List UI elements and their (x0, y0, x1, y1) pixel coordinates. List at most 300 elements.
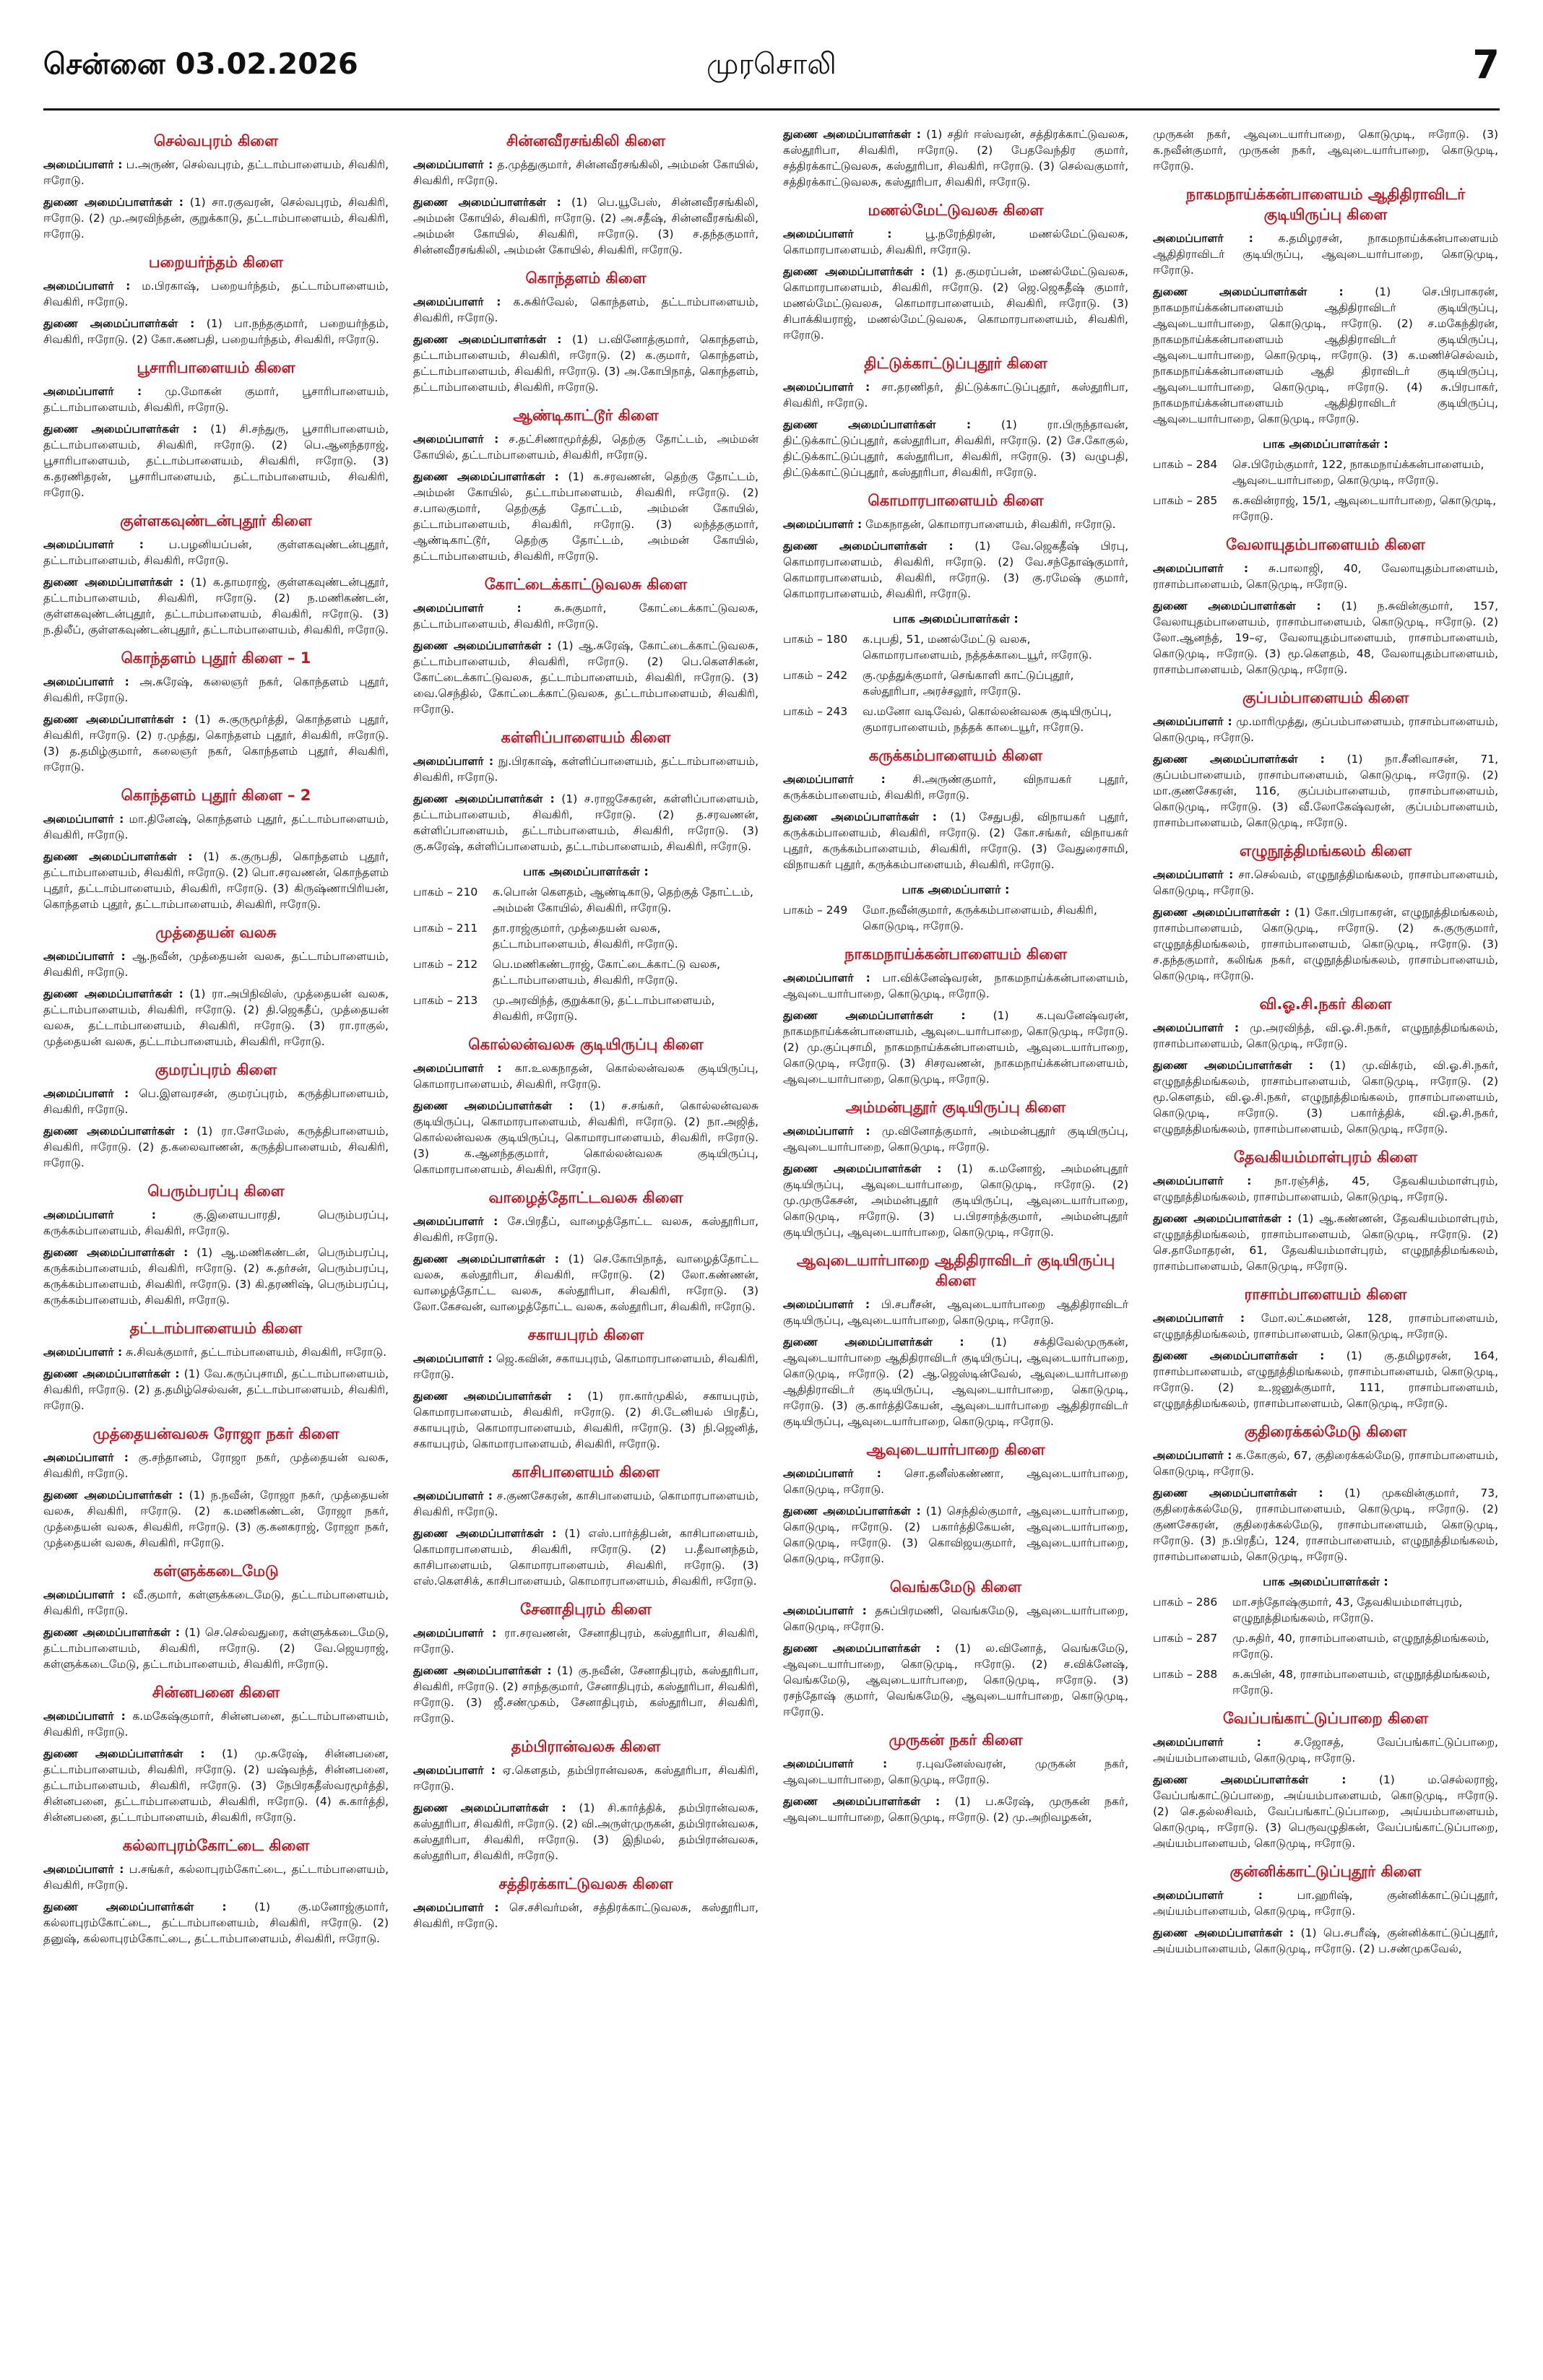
branch-entry (413, 638, 758, 717)
names-text: ச.குணசேகரன், காசிபாளையம், கொமாரபாளையம், சிவகிரி, ஈரோடு. (413, 1489, 758, 1518)
role-label: அமைப்பாளர் : (43, 538, 144, 551)
part-organiser: மு.அரவிந்த், குறுக்காடு, தட்டாம்பாளையம், சிவகிரி, ஈரோடு. (493, 994, 715, 1023)
branch-entry (413, 1488, 758, 1520)
role-label: அமைப்பாளர் : (783, 228, 892, 241)
role-label: துணை அமைப்பாளர்கள் : (413, 333, 562, 346)
branch-entry (413, 1251, 758, 1315)
part-organiser: க.புபதி, 51, மணல்மேட்டு வலசு, கொமாரபாளையம், நத்தக்காடையூர், ஈரோடு. (863, 633, 1092, 662)
branch-title: சின்னவீரசங்கிலி கிளை (506, 132, 666, 150)
names-text: (1) த.குமரப்பன், மணல்மேட்டுவலசு, கொமாரபாளையம், சிவகிரி, ஈரோடு. (2) ஜெ.ஜெகதீஷ் குமார், மணல்மேட்டுவலசு, கொமாரபாளையம், சிவகிரி, ஈரோடு. (3) சிபாக்கியராஜ், மணல்மேட்டுவலசு, கொமாரபாளையம், சிவகிரி, ஈரோடு. (783, 265, 1128, 342)
branch-entry (43, 574, 389, 638)
branch-entry (43, 1086, 389, 1117)
names-text: (1) ல.வினோத், வெங்கமேடு, ஆவுடையார்பாறை, கொடுமுடி, ஈரோடு. (2) ச.விக்னேஷ், வெங்கமேடு, ஆவுடையார்பாறை, கொடுமுடி, ஈரோடு. (3) ரசந்தோஷ் குமார், வெங்கமேடு, ஆவுடையார்பாறை, கொடுமுடி, ஈரோடு. (783, 1642, 1128, 1718)
branch-section (43, 922, 389, 1050)
part-organiser: மோ.நவீன்குமார், கருக்கம்பாளையம், சிவகிரி, கொடுமுடி, ஈரோடு. (863, 904, 1097, 932)
branch-section (43, 1424, 389, 1551)
names-text: முருகன் நகர், ஆவுடையார்பாறை, கொடுமுடி, ஈரோடு. (3) க.நவீன்குமார், முருகன் நகர், ஆவுடையார்பாறை, கொடுமுடி, ஈரோடு. (1153, 128, 1498, 173)
branch-entry (1153, 284, 1498, 427)
role-label: அமைப்பாளர் : (43, 1451, 129, 1464)
branch-entry (413, 1098, 758, 1177)
branch-section (783, 126, 1128, 190)
names-text: (1) க.புவனேஷ்வரன், நாகமநாய்க்கன்பாளையம், ஆவுடையார்பாறை, கொடுமுடி, ஈரோடு. (2) மு.குப்புசாமி, நாகமநாய்க்கன்பாளையம், ஆவுடையார்பாறை, கொடுமுடி, ஈரோடு. (3) சிசரவணன், நாகமநாய்க்கன்பாளையம், ஆவுடையார்பாறை, கொடுமுடி, ஈரோடு. (783, 1009, 1128, 1086)
branch-entry (783, 1008, 1128, 1087)
names-text: வீ.குமார், கள்ளுக்கடைமேடு, தட்டாம்பாளையம், சிவகிரி, ஈரோடு. (43, 1588, 389, 1617)
branch-entry (1153, 126, 1498, 174)
branch-entry (1153, 230, 1498, 278)
branch-entry (43, 811, 389, 843)
branch-title: எழுநூத்திமங்கலம் கிளை (1239, 842, 1412, 860)
branch-entry (43, 421, 389, 501)
role-label: அமைப்பாளர் : (43, 158, 123, 171)
part-organiser: கு.முத்துக்குமார், செங்காளி காட்டுப்புதூர், கஸ்தூரிபா, அரச்சலூர், ஈரோடு. (863, 669, 1074, 698)
branch-title: நாகமநாய்க்கன்பாளையம் கிளை (844, 945, 1068, 963)
branch-entry (783, 809, 1128, 873)
branch-entry (783, 538, 1128, 602)
part-number: பாகம் – 212 (413, 958, 478, 971)
names-text: (1) ம.செல்லராஜ், வேப்பங்காட்டுப்பாறை, அய்யம்பாளையம், கொடுமுடி, ஈரோடு. (2) செ.தல்லசிவம், வேப்பங்காட்டுப்பாறை, அய்யம்பாளையம், கொடுமுடி, ஈரோடு. (3) பெருவழுதிகன், வேப்பங்காட்டுப்பாறை, அய்யம்பாளையம், கொடுமுடி, ஈரோடு. (1153, 1773, 1498, 1850)
role-label: துணை அமைப்பாளர்கள் : (43, 1747, 205, 1760)
branch-section (43, 131, 389, 242)
branch-entry (783, 226, 1128, 258)
role-label: அமைப்பாளர் : (1153, 868, 1234, 881)
branch-title: முத்தையன் வலசு (155, 924, 277, 941)
branch-entry (43, 157, 389, 189)
role-label: துணை அமைப்பாளர்கள் : (43, 1125, 189, 1138)
role-label: துணை அமைப்பாளர்கள் : (783, 1505, 921, 1518)
names-text: பெ.இளவரசன், குமரப்புரம், கருத்திபாளையம், சிவகிரி, ஈரோடு. (43, 1087, 389, 1116)
branch-title: கருக்கம்பாளையம் கிளை (868, 747, 1043, 764)
branch-entry (43, 1450, 389, 1481)
branch-entry (413, 1663, 758, 1726)
names-text: அ.சுரேஷ், கலைஞர் நகர், கொந்தளம் புதூர், சிவகிரி, ஈரோடு. (43, 675, 389, 704)
names-text: (1) முகவின்குமார், 73, குதிரைக்கல்மேடு, ராசாம்பாளையம், கொடுமுடி, ஈரோடு. (2) குணசேகரன், குதிரைக்கல்மேடு, ராசாம்பாளையம், கொடுமுடி, ஈரோடு. (3) ந.பிரதீப், 124, ராசாம்பாளையம், எழுநூத்திமங்கலம், ராசாம்பாளையம், கொடுமுடி, ஈரோடு. (1153, 1487, 1498, 1563)
part-number: பாகம் – 243 (783, 705, 848, 718)
role-label: துணை அமைப்பாளர்கள் : (43, 1489, 183, 1502)
branch-entry (413, 1762, 758, 1794)
branch-section (43, 358, 389, 501)
branch-section (43, 1682, 389, 1825)
names-text: க.தமிழரசன், நாகமநாய்க்கன்பாளையம் ஆதிதிராவிடர் குடியிருப்பு, ஆவுடையார்பாறை, கொடுமுடி, ஈரோடு. (1153, 232, 1498, 277)
page-number: 7 (1472, 42, 1500, 87)
names-text: (1) சு.குருமூர்த்தி, கொந்தளம் புதூர், சிவகிரி, ஈரோடு. (2) ர.முத்து, கொந்தளம் புதூர், சிவகிரி, ஈரோடு. (3) த.தமிழ்குமார், கலைஞர் நகர், கொந்தளம் புதூர், சிவகிரி, ஈரோடு. (43, 713, 389, 774)
role-label: துணை அமைப்பாளர்கள் : (43, 1900, 227, 1913)
names-text: சி.அருண்குமார், விநாயகர் புதூர், கருக்கம்பாளையம், சிவகிரி, ஈரோடு. (783, 773, 1128, 802)
names-text: (1) ரா.அபிநிவிஸ், முத்தையன் வலசு, தட்டாம்பாளையம், சிவகிரி, ஈரோடு. (2) தி.ஜெகதீப், முத்தையன் வலசு, தட்டாம்பாளையம், சிவகிரி, ஈரோடு. (3) ரா.ராகுல், முத்தையன் வலசு, தட்டாம்பாளையம், சிவகிரி, ஈரோடு. (43, 987, 389, 1048)
branch-section (43, 785, 389, 912)
branch-entry (43, 278, 389, 310)
branch-entry (413, 1526, 758, 1589)
names-text: (1) க.சரவணன், தெற்கு தோட்டம், அம்மன் கோயில், தட்டாம்பாளையம், சிவகிரி, ஈரோடு. (2) ச.பாலகுமார், தெற்குத் தோட்டம், அம்மன் கோயில், தட்டாம்பாளையம், சிவகிரி, ஈரோடு. (3) லந்த்தகுமார், ஆண்டிகாட்டூர், தெற்கு தோட்டம், அம்மன் கோயில், தட்டாம்பாளையம், சிவகிரி, ஈரோடு. (413, 470, 758, 563)
role-label: துணை அமைப்பாளர்கள் : (413, 470, 559, 483)
names-text: (1) பெ.சபரீஷ், குன்னிக்காட்டுப்புதூர், அய்யம்பாளையம், கொடுமுடி, ஈரோடு. (2) ப.சண்முகவேல், (1153, 1926, 1498, 1955)
role-label: அமைப்பாளர் : (1153, 1449, 1232, 1462)
branch-entry (783, 1603, 1128, 1635)
branch-section (413, 1874, 758, 1931)
names-text: (1) நா.சீனிவாசன், 71, குப்பம்பாளையம், ராசாம்பாளையம், கொடுமுடி, ஈரோடு. (2) மா.குணசேகரன், 116, குப்பம்பாளையம், ராசாம்பாளையம், கொடுமுடி, ஈரோடு. (3) வீ.லோகேஷ்வரன், குப்பம்பாளையம், ராசாம்பாளையம், கொடுமுடி, ஈரோடு. (1153, 753, 1498, 829)
branch-entry (1153, 1734, 1498, 1766)
names-text: ச.தட்சிணாமூர்த்தி, தெற்கு தோட்டம், அம்மன் கோயில், தட்டாம்பாளையம், சிவகிரி, ஈரோடு. (413, 433, 758, 462)
names-text: (1) மு.சுரேஷ், சின்னபனை, தட்டாம்பாளையம், சிவகிரி, ஈரோடு. (2) யஷ்வந்த், சின்னபனை, தட்டாம்பாளையம், சிவகிரி, ஈரோடு. (3) நேபிரகதீஸ்வரமூர்த்தி, சின்னபனை, தட்டாம்பாளையம், சிவகிரி, ஈரோடு. (4) சு.கார்த்தி, சின்னபனை, தட்டாம்பாளையம், சிவகிரி, ஈரோடு. (43, 1747, 389, 1824)
names-text: (1) கு.தமிழரசன், 164, ராசாம்பாளையம், எழுநூத்திமங்கலம், ராசாம்பாளையம், கொடுமுடி, ஈரோடு. (2) உ.ஜனுக்குமார், 111, ராசாம்பாளையம், எழுநூத்திமங்கலம், ராசாம்பாளையம், கொடுமுடி, ஈரோடு. (1153, 1349, 1498, 1410)
names-text: நு.பிரகாஷ், கள்ளிப்பாளையம், தட்டாம்பாளையம், சிவகிரி, ஈரோடு. (413, 755, 758, 784)
names-text: க.சுகிர்வேல், கொந்தளம், தட்டாம்பாளையம், சிவகிரி, ஈரோடு. (413, 295, 758, 324)
role-label: அமைப்பாளர் : (413, 1352, 493, 1365)
branch-section (783, 1577, 1128, 1720)
branch-section (783, 200, 1128, 343)
names-text: (1) செந்தில்குமார், ஆவுடையார்பாறை, கொடுமுடி, ஈரோடு. (2) பகார்த்திகேயன், ஆவுடையார்பாறை, கொடுமுடி, ஈரோடு. (3) கொவிஜயகுமார், ஆவுடையார்பாறை, கொடுமுடி, ஈரோடு. (783, 1505, 1128, 1565)
branch-entry (43, 986, 389, 1050)
role-label: துணை அமைப்பாளர்கள் : (43, 196, 183, 209)
role-label: துணை அமைப்பாளர்கள் : (413, 1252, 559, 1265)
role-label: அமைப்பாளர் : (783, 518, 863, 531)
names-text: (1) சா.ரகுவரன், செல்வபுரம், சிவகிரி, ஈரோடு. (2) மு.அரவிந்தன், குறுக்காடு, தட்டாம்பாளையம், சிவகிரி, ஈரோடு. (43, 196, 389, 241)
branch-entry (43, 1624, 389, 1672)
role-label: துணை அமைப்பாளர்கள் : (783, 1795, 941, 1808)
column-2 (413, 126, 758, 2351)
branch-entry (413, 1800, 758, 1864)
part-organiser: மு.சுதிர், 40, ராசாம்பாளையம், எழுநூத்திமங்கலம், ஈரோடு. (1232, 1632, 1490, 1661)
names-text: (1) எஸ்.பார்த்திபன், காசிபாளையம், கொமாரபாளையம், சிவகிரி, ஈரோடு. (2) ப.தீவானந்தம், காசிபாளையம், கொமாரபாளையம், சிவகிரி, ஈரோடு. (3) எஸ்.கௌசிக், காசிபாளையம், கொமாரபாளையம், சிவகிரி, ஈரோடு. (413, 1527, 758, 1588)
branch-title: கொல்லன்வலசு குடியிருப்பு கிளை (468, 1036, 704, 1053)
branch-title: திட்டுக்காட்டுப்புதூர் கிளை (864, 355, 1047, 372)
branch-title: காசிபாளையம் கிளை (511, 1463, 660, 1481)
branch-entry (1153, 1173, 1498, 1205)
role-label: துணை அமைப்பாளர்கள் : (783, 810, 937, 823)
names-text: (1) கோ.பிரபாகரன், எழுநூத்திமங்கலம், ராசாம்பாளையம், கொடுமுடி, ஈரோடு. (2) சு.குருகுமார், எழுநூத்திமங்கலம், ராசாம்பாளையம், கொடுமுடி, ஈரோடு. (3) ச.தந்தகுமார், கலிங்க நகர், எழுநூத்திமங்கலம், ராசாம்பாளையம், கொடுமுடி, ஈரோடு. (1153, 906, 1498, 982)
role-label: அமைப்பாளர் : (413, 1901, 499, 1914)
branch-entry (43, 674, 389, 706)
names-text: ஏ.கௌதம், தம்பிரான்வலசு, கஸ்தூரிபா, சிவகிரி, ஈரோடு. (413, 1764, 758, 1793)
names-text: ரா.சரவணன், சேனாதிபுரம், கஸ்தூரிபா, சிவகிரி, ஈரோடு. (413, 1627, 758, 1656)
part-organiser-row (1153, 1666, 1498, 1698)
branch-section (43, 1060, 389, 1171)
branch-title: முருகன் நகர் கிளை (889, 1731, 1023, 1749)
branch-entry (1153, 1020, 1498, 1052)
names-text: (1) பா.நந்தகுமார், பறையர்ந்தம், சிவகிரி, ஈரோடு. (2) கோ.கணபதி, பறையர்ந்தம், சிவகிரி, ஈரோடு. (43, 317, 389, 346)
branch-section (783, 612, 1128, 735)
branch-title: கொமாரபாளையம் கிளை (868, 492, 1044, 509)
role-label: துணை அமைப்பாளர்கள் : (413, 1390, 572, 1403)
names-text: (1) கு.மனோஜ்குமார், கல்லாபுரம்கோட்டை, தட்டாம்பாளையம், சிவகிரி, ஈரோடு. (2) தனுஷ், கல்லாபுரம்கோட்டை, தட்டாம்பாளையம், சிவகிரி, ஈரோடு. (43, 1900, 389, 1945)
role-label: துணை அமைப்பாளர்கள் : (783, 540, 954, 553)
branch-section (413, 1325, 758, 1452)
names-text: (1) ச.சங்கர், கொல்லன்வலசு குடியிருப்பு, கொமாரபாளையம், சிவகிரி, ஈரோடு. (2) நா.அஜித், கொல்லன்வலசு குடியிருப்பு, கொமாரபாளையம், சிவகிரி, ஈரோடு. (3) க.ஆனந்தகுமார், கொல்லன்வலசு குடியிருப்பு, கொமாரபாளையம், சிவகிரி, ஈரோடு. (413, 1099, 758, 1176)
branch-entry (413, 431, 758, 463)
names-text: மு.மோகன் குமார், பூசாரிபாளையம், தட்டாம்பாளையம், சிவகிரி, ஈரோடு. (43, 385, 389, 414)
names-text: (1) வே.கருப்புசாமி, தட்டாம்பாளையம், சிவகிரி, ஈரோடு. (2) த.தமிழ்செல்வன், தட்டாம்பாளையம், சிவகிரி, ஈரோடு. (43, 1367, 389, 1412)
branch-section (1153, 688, 1498, 831)
branch-section (43, 1181, 389, 1308)
branch-entry (43, 1366, 389, 1414)
branch-title: குதிரைக்கல்மேடு கிளை (1244, 1423, 1407, 1440)
header-rule (43, 108, 1500, 111)
role-label: அமைப்பாளர் : (413, 158, 493, 171)
column-3 (783, 126, 1128, 2351)
branch-title: சேனாதிபுரம் கிளை (520, 1601, 652, 1618)
branch-title: ஆவுடையார்பாறை ஆதிதிராவிடர் குடியிருப்பு கிளை (796, 1252, 1115, 1289)
branch-section (413, 131, 758, 258)
branch-entry (1153, 904, 1498, 984)
branch-section (783, 1730, 1128, 1825)
branch-section (1153, 841, 1498, 984)
role-label: அமைப்பாளர் : (43, 1710, 126, 1723)
role-label: துணை அமைப்பாளர்கள் : (1153, 1059, 1314, 1072)
role-label: அமைப்பாளர் : (413, 295, 501, 308)
part-organiser: மா.சந்தோஷ்குமார், 43, தேவகியம்மாள்புரம், எழுநூத்திமங்கலம், ஈரோடு. (1232, 1596, 1463, 1624)
branch-entry (413, 194, 758, 258)
branch-entry (43, 316, 389, 347)
branch-entry (1153, 1211, 1498, 1274)
branch-section (783, 1097, 1128, 1240)
names-text: (1) வே.ஜெகதீஷ் பிரபு, கொமாரபாளையம், சிவகிரி, ஈரோடு. (2) வே.சந்தோஷ்குமார், கொமாரபாளையம், சிவகிரி, ஈரோடு. (3) கு.ரமேஷ் குமார், கொமாரபாளையம், சிவகிரி, ஈரோடு. (783, 540, 1128, 600)
masthead (43, 42, 1500, 92)
role-label: அமைப்பாளர் : (413, 1062, 502, 1075)
branch-section (1153, 126, 1498, 174)
branch-entry (413, 1213, 758, 1245)
role-label: துணை அமைப்பாளர்கள் : (1153, 1773, 1347, 1786)
branch-entry (783, 771, 1128, 803)
role-label: அமைப்பாளர் : (413, 755, 494, 768)
names-text: ப.அருண், செல்வபுரம், தட்டாம்பாளையம், சிவகிரி, ஈரோடு. (43, 158, 389, 187)
branch-entry (1153, 561, 1498, 592)
branch-entry (1153, 1485, 1498, 1565)
part-organiser-row (783, 902, 1128, 934)
role-label: அமைப்பாளர் : (783, 972, 870, 985)
part-organiser: செ.பிரேம்குமார், 122, நாகமநாய்க்கன்பாளையம், ஆவுடையார்பாறை, கொடுமுடி, ஈரோடு. (1232, 458, 1484, 487)
names-text: (1) மு.விக்ரம், வி.ஓ.சி.நகர், எழுநூத்திமங்கலம், ராசாம்பாளையம், கொடுமுடி, ஈரோடு. (2) மூ.கௌதம், வி.ஓ.சி.நகர், எழுநூத்திமங்கலம், ராசாம்பாளையம், கொடுமுடி, ஈரோடு. (3) பகார்த்திக், வி.ஓ.சி.நகர், எழுநூத்திமங்கலம், ராசாம்பாளையம், கொடுமுடி, ஈரோடு. (1153, 1059, 1498, 1135)
role-label: துணை அமைப்பாளர்கள் : (413, 1801, 566, 1814)
branch-section (43, 1318, 389, 1414)
names-text: செ.சசிவர்மன், சத்திரக்காட்டுவலசு, கஸ்தூரிபா, சிவகிரி, ஈரோடு. (413, 1901, 758, 1930)
branch-entry (1153, 1057, 1498, 1137)
role-label: அமைப்பாளர் : (783, 1298, 870, 1311)
branch-section (783, 1440, 1128, 1567)
names-text: க.மகேஷ்குமார், சின்னபனை, தட்டாம்பாளையம், சிவகிரி, ஈரோடு. (43, 1710, 389, 1739)
branch-entry (43, 1245, 389, 1308)
role-label: துணை அமைப்பாளர்கள் : (1153, 1926, 1295, 1939)
part-number: பாகம் – 284 (1153, 458, 1218, 471)
part-organiser-row (1153, 456, 1498, 488)
branch-entry (43, 1708, 389, 1740)
branch-entry (43, 711, 389, 775)
branch-title: வெங்கமேடு கிளை (889, 1578, 1022, 1596)
branch-title: கள்ளிப்பாளையம் கிளை (501, 729, 671, 746)
role-label: துணை அமைப்பாளர்கள் : (43, 1367, 180, 1380)
names-text: (1) ச.ராஜசேகரன், கள்ளிப்பாளையம், தட்டாம்பாளையம், சிவகிரி, ஈரோடு. (2) த.சரவணன், கள்ளிப்பாளையம், தட்டாம்பாளையம், சிவகிரி, ஈரோடு. (3) கு.சுரேஷ், கள்ளிப்பாளையம், தட்டாம்பாளையம், சிவகிரி, ஈரோடு. (413, 792, 758, 853)
branch-title: தட்டாம்பாளையம் கிளை (129, 1320, 303, 1337)
branch-section (413, 1736, 758, 1864)
names-text: (1) ந.நவீன், ரோஜா நகர், முத்தையன் வலசு, சிவகிரி, ஈரோடு. (2) க.மணிகண்டன், ரோஜா நகர், முத்தையன் வலசு, சிவகிரி, ஈரோடு. (3) கு.கனகராஜ், ரோஜா நகர், முத்தையன் வலசு, சிவகிரி, ஈரோடு. (43, 1489, 389, 1549)
branch-section (413, 1462, 758, 1589)
part-number: பாகம் – 211 (413, 922, 478, 935)
role-label: அமைப்பாளர் : (783, 1467, 882, 1480)
names-text: ர.புவனேஸ்வரன், முருகன் நகர், ஆவுடையார்பாறை, கொடுமுடி, ஈரோடு. (783, 1757, 1128, 1786)
branch-section (43, 1561, 389, 1672)
branch-entry (783, 126, 1128, 190)
branch-section (783, 353, 1128, 480)
branch-title: குன்னிக்காட்டுப்புதூர் கிளை (1229, 1863, 1422, 1880)
part-number: பாகம் – 287 (1153, 1632, 1218, 1645)
branch-entry (1153, 598, 1498, 678)
names-text: மு.மாரிமுத்து, குப்பம்பாளையம், ராசாம்பாளையம், கொடுமுடி, ஈரோடு. (1153, 715, 1498, 744)
branch-title: குமரப்புரம் கிளை (155, 1061, 277, 1078)
branch-title: ராசாம்பாளையம் கிளை (1244, 1286, 1407, 1303)
names-text: (1) சி.சந்துரு, பூசாரிபாளையம், தட்டாம்பாளையம், சிவகிரி, ஈரோடு. (2) பெ.ஆனந்தராஜ், பூசாரிபாளையம், தட்டாம்பாளையம், சிவகிரி, ஈரோடு. (3) க.தரணிதரன், பூசாரிபாளையம், தட்டாம்பாளையம், சிவகிரி, ஈரோடு. (43, 423, 389, 499)
branch-section (413, 1034, 758, 1177)
dateline: சென்னை 03.02.2026 (43, 48, 358, 81)
branch-section (413, 574, 758, 717)
role-label: அமைப்பாளர் : (1153, 1736, 1261, 1749)
branch-entry (1153, 1887, 1498, 1919)
branch-title: கொந்தளம் புதூர் கிளை – 1 (121, 649, 311, 667)
branch-section (1153, 184, 1498, 427)
names-text: கு.இளையபாரதி, பெரும்பரப்பு, கருக்கம்பாளையம், சிவகிரி, ஈரோடு. (43, 1208, 389, 1237)
role-label: துணை அமைப்பாளர்கள் : (43, 576, 184, 589)
branch-section (413, 727, 758, 854)
branch-section (1153, 1284, 1498, 1411)
part-organisers-heading: பாக அமைப்பாளர்கள் : (1263, 1575, 1388, 1588)
branch-title: செல்வபுரம் கிளை (153, 132, 279, 150)
branch-section (413, 1187, 758, 1315)
branch-entry (413, 791, 758, 854)
role-label: துணை அமைப்பாளர்கள் : (413, 792, 555, 805)
branch-entry (783, 970, 1128, 1002)
branch-entry (783, 1756, 1128, 1788)
role-label: துணை அமைப்பாளர்கள் : (783, 1642, 941, 1655)
branch-section (1153, 1708, 1498, 1851)
branch-title: அம்மன்புதூர் குடியிருப்பு கிளை (845, 1099, 1066, 1116)
branch-section (43, 252, 389, 347)
part-number: பாகம் – 285 (1153, 494, 1218, 507)
branch-title: வேப்பங்காட்டுப்பாறை கிளை (1222, 1710, 1429, 1727)
role-label: துணை அமைப்பாளர்கள் : (1153, 1349, 1325, 1362)
names-text: (1) ப.வினோத்குமார், கொந்தளம், தட்டாம்பாளையம், சிவகிரி, ஈரோடு. (2) க.குமார், கொந்தளம், தட்டாம்பாளையம், சிவகிரி, ஈரோடு. (3) அ.கோபிநாத், கொந்தளம், தட்டாம்பாளையம், சிவகிரி, ஈரோடு. (413, 333, 758, 394)
names-text: (1) பெ.யூபேஸ், சின்னவீரசங்கிலி, அம்மன் கோயில், சிவகிரி, ஈரோடு. (2) அ.சதீஷ், சின்னவீரசங்கிலி, அம்மன் கோயில், சிவகிரி, ஈரோடு. (3) ச.தந்தகுமார், சின்னவீரசங்கிலி, அம்மன் கோயில், சிவகிரி, ஈரோடு. (413, 196, 758, 256)
names-text: பூ.நரேந்திரன், மணல்மேட்டுவலசு, கொமாரபாளையம், சிவகிரி, ஈரோடு. (783, 228, 1128, 256)
branch-title: பறையர்ந்தம் கிளை (148, 254, 284, 271)
role-label: அமைப்பாளர் : (413, 1215, 498, 1228)
names-text: நா.ரஞ்சித், 45, தேவகியம்மாள்புரம், எழுநூத்திமங்கலம், ராசாம்பாளையம், கொடுமுடி, ஈரோடு. (1153, 1174, 1498, 1203)
branch-title: கல்லாபுரம்கோட்டை கிளை (122, 1837, 310, 1854)
role-label: அமைப்பாளர் : (413, 602, 522, 615)
names-text: சொ.தனீஸ்கண்ணா, ஆவுடையார்பாறை, கொடுமுடி, ஈரோடு. (783, 1467, 1128, 1496)
branch-entry (783, 1297, 1128, 1328)
role-label: அமைப்பாளர் : (783, 1757, 888, 1770)
branch-title: வி.ஓ.சி.நகர் கிளை (1259, 995, 1392, 1013)
names-text: (1) சேதுபதி, விநாயகர் புதூர், கருக்கம்பாளையம், சிவகிரி, ஈரோடு. (2) கோ.சங்கர், விநாயகர் புதூர், கருக்கம்பாளையம், சிவகிரி, ஈரோடு. (3) வேதுரைசாமி, விநாயகர் புதூர், கருக்கம்பாளையம், சிவகிரி, ஈரோடு. (783, 810, 1128, 871)
part-organiser-row (413, 920, 758, 952)
names-text: சா.செல்வம், எழுநூத்திமங்கலம், ராசாம்பாளையம், கொடுமுடி, ஈரோடு. (1153, 868, 1498, 897)
branch-section (1153, 1421, 1498, 1565)
role-label: துணை அமைப்பாளர்கள் : (43, 423, 198, 436)
branch-entry (413, 1900, 758, 1931)
branch-title: பூசாரிபாளையம் கிளை (137, 359, 295, 376)
names-text: க.கோகுல், 67, குதிரைக்கல்மேடு, ராசாம்பாளையம், கொடுமுடி, ஈரோடு. (1153, 1449, 1498, 1478)
branch-section (413, 1599, 758, 1726)
branch-entry (1153, 1925, 1498, 1957)
role-label: துணை அமைப்பாளர்கள் : (413, 639, 552, 652)
branch-title: பெரும்பரப்பு கிளை (147, 1182, 285, 1200)
names-text: (1) செ.செல்வதுரை, கள்ளுக்கடைமேடு, தட்டாம்பாளையம், சிவகிரி, ஈரோடு. (2) வே.ஜெயராஜ், கள்ளுக்கடைமேடு, தட்டாம்பாளையம், சிவகிரி, ஈரோடு. (43, 1626, 389, 1671)
branch-entry (413, 294, 758, 326)
names-text: (1) சதிர் ஈஸ்வரன், சத்திரக்காட்டுவலசு, கஸ்தூரிபா, சிவகிரி, ஈரோடு. (2) பேதவேந்திர குமார், சத்திரக்காட்டுவலசு, கஸ்தூரிபா, சிவகிரி, ஈரோடு. (3) செல்வகுமார், சத்திரக்காட்டுவலசு, கஸ்தூரிபா, சிவகிரி, ஈரோடு. (783, 128, 1128, 189)
branch-entry (43, 1487, 389, 1551)
branch-section (783, 1250, 1128, 1429)
role-label: அமைப்பாளர் : (43, 1087, 129, 1100)
role-label: துணை அமைப்பாளர்கள் : (1153, 1487, 1323, 1500)
names-text: (1) ஆ.கண்ணன், தேவகியம்மாள்புரம், எழுநூத்திமங்கலம், ராசாம்பாளையம், கொடுமுடி, ஈரோடு. (2) செ.தாமோதரன், 61, தேவகியம்மாள்புரம், எழுநூத்திமங்கலம், ராசாம்பாளையம், கொடுமுடி, ஈரோடு. (1153, 1212, 1498, 1273)
branch-entry (413, 332, 758, 395)
part-number: பாகம் – 210 (413, 886, 478, 899)
names-text: (1) ந.சுவின்குமார், 157, வேலாயுதம்பாளையம், ராசாம்பாளையம், கொடுமுடி, ஈரோடு. (2) லோ.ஆனந்த், 19–ஏ, வேலாயுதம்பாளையம், ராசாம்பாளையம், கொடுமுடி, ஈரோடு. (3) மூ.கௌதம், 48, வேலாயுதம்பாளையம், ராசாம்பாளையம், கொடுமுடி, ஈரோடு. (1153, 600, 1498, 676)
names-text: (1) ப.சுரேஷ், முருகன் நகர், ஆவுடையார்பாறை, கொடுமுடி, ஈரோடு. (2) மு.அறிவழகன், (783, 1795, 1128, 1824)
role-label: அமைப்பாளர் : (1153, 562, 1249, 575)
branch-title: ஆவுடையார்பாறை கிளை (866, 1441, 1045, 1458)
branch-title: நாகமநாய்க்கன்பாளையம் ஆதிதிராவிடர் குடியிருப்பு கிளை (1185, 186, 1466, 223)
branch-entry (43, 1587, 389, 1619)
branch-title: கள்ளுக்கடைமேடு (153, 1562, 279, 1580)
branch-entry (43, 537, 389, 568)
branch-section (413, 268, 758, 395)
role-label: அமைப்பாளர் : (783, 1604, 867, 1617)
names-text: சு.சுகுமார், கோட்டைக்காட்டுவலசு, தட்டாம்பாளையம், சிவகிரி, ஈரோடு. (413, 602, 758, 631)
branch-title: வேலாயுதம்பாளையம் கிளை (1226, 536, 1425, 553)
role-label: அமைப்பாளர் : (413, 433, 499, 446)
part-number: பாகம் – 249 (783, 904, 848, 917)
branch-title: கொந்தளம் கிளை (525, 269, 647, 287)
names-text: மு.வினோத்குமார், அம்மன்புதூர் குடியிருப்பு, ஆவுடையார்பாறை, கொடுமுடி, ஈரோடு. (783, 1125, 1128, 1154)
names-text: ஜெ.கவின், சகாயபுரம், கொமாரபாளையம், சிவகிரி, ஈரோடு. (413, 1352, 758, 1381)
role-label: அமைப்பாளர் : (1153, 232, 1253, 245)
branch-entry (43, 194, 389, 242)
branch-entry (413, 157, 758, 189)
branch-entry (413, 1060, 758, 1092)
names-text: (1) ரா.பிருந்தாவன், திட்டுக்காட்டுப்புதூர், கஸ்தூரிபா, சிவகிரி, ஈரோடு. (2) சே.கோகுல், திட்டுக்காட்டுப்புதூர், கஸ்தூரிபா, சிவகிரி, ஈரோடு. (3) வழுபதி, திட்டுக்காட்டுப்புதூர், கஸ்தூரிபா, சிவகிரி, ஈரோடு. (783, 418, 1128, 479)
names-text: பா.ஹரிஷ், குன்னிக்காட்டுப்புதூர், அய்யம்பாளையம், கொடுமுடி, ஈரோடு. (1153, 1889, 1498, 1918)
part-organiser-row (783, 704, 1128, 735)
part-organiser: வ.மனோ வடிவேல், கொல்லன்வலசு குடியிருப்பு, குமாரபாளையம், நத்தக் காடையூர், ஈரோடு. (863, 705, 1112, 734)
branch-section (43, 511, 389, 638)
role-label: துணை அமைப்பாளர்கள் : (783, 265, 925, 278)
names-text: (1) சக்திவேல்முருகன், ஆவுடையார்பாறை ஆதிதிராவிடர் குடியிருப்பு, ஆவுடையார்பாறை, கொடுமுடி, ஈரோடு. (2) ஆ.ஜெஸ்டின்வேல், ஆவுடையார்பாறை ஆதிதிராவிடர் குடியிருப்பு, ஆவுடையார்பாறை, கொடுமுடி, ஈரோடு. (3) கு.கார்த்திகேயன், ஆவுடையார்பாறை ஆதிதிராவிடர் குடியிருப்பு, ஆவுடையார்பாறை, கொடுமுடி, ஈரோடு. (783, 1336, 1128, 1428)
role-label: துணை அமைப்பாளர்கள் : (783, 128, 922, 141)
newspaper-name: முரசொலி (706, 48, 837, 81)
part-organiser-row (413, 884, 758, 916)
branch-entry (413, 753, 758, 785)
branch-title: வாழைத்தோட்டவலசு கிளை (488, 1189, 683, 1206)
branch-entry (43, 948, 389, 980)
branch-entry (43, 384, 389, 415)
branch-title: கோட்டைக்காட்டுவலசு கிளை (484, 576, 688, 593)
role-label: துணை அமைப்பாளர்கள் : (783, 1336, 964, 1349)
names-text: கா.உலகநாதன், கொல்லன்வலசு குடியிருப்பு, கொமாரபாளையம், சிவகிரி, ஈரோடு. (413, 1062, 758, 1091)
branch-entry (413, 1625, 758, 1657)
names-text: த.முத்துகுமார், சின்னவீரசங்கிலி, அம்மன் கோயில், சிவகிரி, ஈரோடு. (413, 158, 758, 187)
branch-entry (783, 516, 1128, 532)
branch-title: சகாயபுரம் கிளை (527, 1326, 644, 1343)
role-label: துணை அமைப்பாளர்கள் : (413, 1664, 552, 1677)
branch-title: முத்தையன்வலசு ரோஜா நகர் கிளை (92, 1425, 340, 1442)
names-text: தசுப்பிரமணி, வெங்கமேடு, ஆவுடையார்பாறை, கொடுமுடி, ஈரோடு. (783, 1604, 1128, 1633)
branch-section (783, 944, 1128, 1087)
role-label: அமைப்பாளர் : (43, 1863, 124, 1876)
role-label: அமைப்பாளர் : (1153, 1312, 1245, 1325)
part-organisers-heading: பாக அமைப்பாளர் : (902, 883, 1010, 896)
part-organiser: க.சுவின்ராஜ், 15/1, ஆவுடையார்பாறை, கொடுமுடி, ஈரோடு. (1232, 494, 1497, 523)
part-organiser-row (783, 667, 1128, 699)
branch-entry (783, 417, 1128, 480)
names-text: (1) க.மனோஜ், அம்மன்புதூர் குடியிருப்பு, ஆவுடையார்பாறை, கொடுமுடி, ஈரோடு. (2) மு.முருகேசன், அம்மன்புதூர் குடியிருப்பு, ஆவுடையார்பாறை, கொடுமுடி, ஈரோடு. (3) ப.பிரசாந்த்குமார், அம்மன்புதூர் குடியிருப்பு, ஆவுடையார்பாறை, கொடுமுடி, ஈரோடு. (783, 1162, 1128, 1239)
